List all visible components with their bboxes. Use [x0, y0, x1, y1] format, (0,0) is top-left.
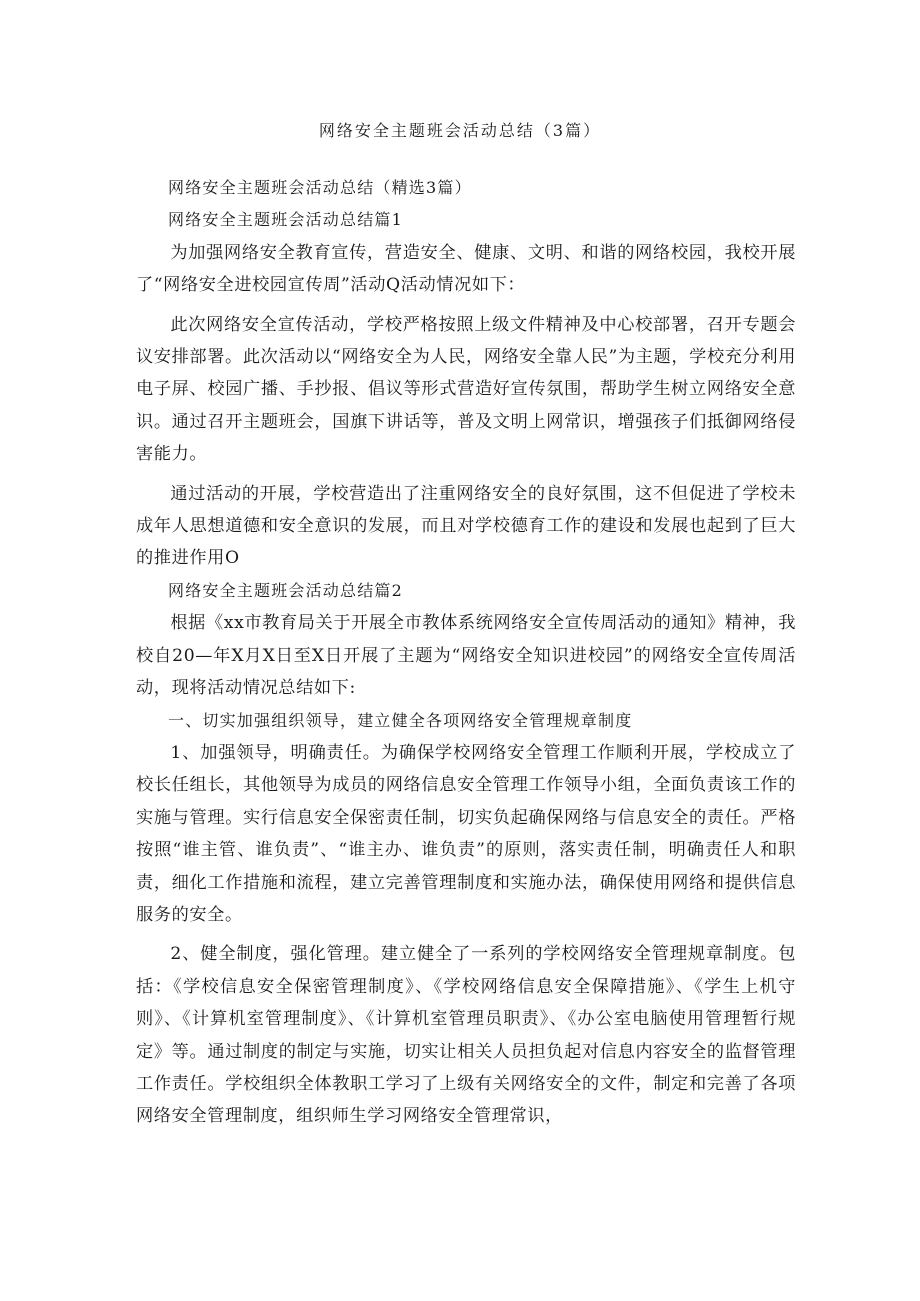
- paragraph: 为加强网络安全教育宣传，营造安全、健康、文明、和谐的网络校园，我校开展了“网络安全进校园宣传周”活动Q活动情况如下：: [136, 242, 796, 296]
- document-body: [136, 172, 796, 1133]
- paragraph: 1、加强领导，明确责任。为确保学校网络安全管理工作顺利开展，学校成立了校长任组长，其他领导为成员的网络信息安全管理工作领导小组，全面负责该工作的实施与管理。实行信息安全保密责任制，切实负起确保网络与信息安全的责任。严格按照“谁主管、谁负责”、“谁主办、谁负责”的原则，落实责任制，明确责任人和职责，细化工作措施和流程，建立完善管理制度和实施办法，确保使用网络和提供信息服务的安全。: [136, 742, 796, 925]
- section-heading-1: 网络安全主题班会活动总结篇1: [168, 210, 403, 230]
- document-title: 网络安全主题班会活动总结（3篇）: [318, 121, 602, 140]
- paragraph: 根据《xx市教育局关于开展全市教体系统网络安全宣传周活动的通知》精神，我校自20—年X月X日至X日开展了主题为“网络安全知识进校园”的网络安全宣传周活动，现将活动情况总结如下:: [136, 613, 796, 699]
- paragraph: 此次网络安全宣传活动，学校严格按照上级文件精神及中心校部署，召开专题会议安排部署。此次活动以“网络安全为人民，网络安全靠人民”为主题，学校充分利用电子屏、校园广播、手抄报、倡议等形式营造好宣传氛围，帮助学生树立网络安全意识。通过召开主题班会，国旗下讲话等，普及文明上网常识，增强孩子们抵御网络侵害能力。: [136, 314, 796, 465]
- paragraph: 2、健全制度，强化管理。建立健全了一系列的学校网络安全管理规章制度。包括：《学校信息安全保密管理制度》、《学校网络信息安全保障措施》、《学生上机守则》、《计算机室管理制度》、《计算机室管理员职责》、《办公室电脑使用管理暂行规定》等。通过制度的制定与实施，切实让相关人员担负起对信息内容安全的监督管理工作责任。学校组织全体教职工学习了上级有关网络安全的文件，制定和完善了各项网络安全管理制度，组织师生学习网络安全管理常识，: [136, 944, 796, 1127]
- section-heading-2: 网络安全主题班会活动总结篇2: [168, 580, 403, 600]
- subsection-heading: 一、切实加强组织领导，建立健全各项网络安全管理规章制度: [168, 710, 633, 730]
- paragraph: 通过活动的开展，学校营造出了注重网络安全的良好氛围，这不但促进了学校未成年人思想道德和安全意识的发展，而且对学校德育工作的建设和发展也起到了巨大的推进作用O: [136, 483, 796, 569]
- subtitle-line: 网络安全主题班会活动总结（精选3篇）: [168, 178, 472, 197]
